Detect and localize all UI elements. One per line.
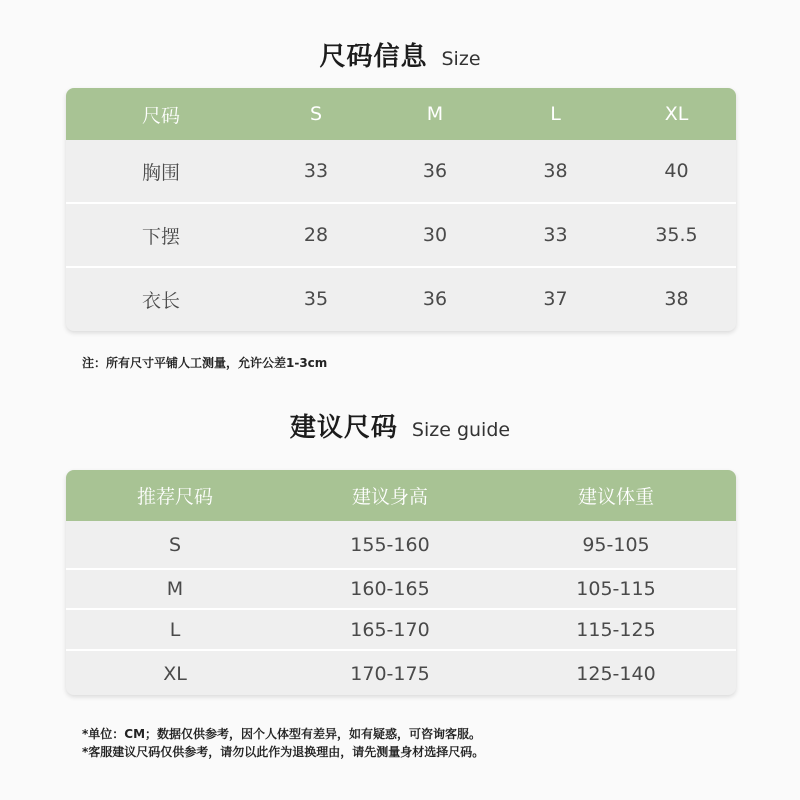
height-cell: 165-170 [350, 618, 430, 641]
table-cell: 35.5 [655, 224, 698, 246]
table-cell: 40 [664, 160, 689, 182]
unit-note: *单位：CM；数据仅供参考，因个人体型有差异，如有疑惑，可咨询客服。 [82, 727, 482, 741]
table-cell: 35 [303, 288, 329, 310]
header-cell: XL [664, 103, 689, 125]
size-table [66, 88, 736, 331]
table-row [66, 202, 736, 266]
weight-cell: 105-115 [576, 578, 656, 600]
row-label: 胸围 [141, 161, 180, 184]
size-cell: M [166, 578, 184, 600]
header-cell: 尺码 [141, 104, 180, 127]
guide-section-title [0, 407, 800, 444]
table-row [66, 266, 736, 330]
size-cell: XL [163, 663, 187, 685]
table-cell: 36 [422, 160, 448, 182]
row-label: 下摆 [141, 225, 180, 248]
table-row [66, 140, 736, 202]
table-row [66, 568, 736, 608]
header-cell: 推荐尺码 [136, 486, 213, 508]
header-cell: M [426, 103, 444, 125]
header-cell: 建议身高 [351, 486, 428, 508]
size-cell: L [169, 618, 181, 641]
table-cell: 38 [664, 288, 689, 310]
size-title-en: Size [441, 48, 481, 70]
table-cell: 37 [543, 288, 568, 310]
size-table-header [66, 88, 736, 140]
table-cell: 38 [543, 160, 568, 182]
measurement-note: 注：所有尺寸平铺人工测量，允许公差1-3cm [82, 356, 328, 370]
header-cell: 建议体重 [577, 486, 654, 508]
weight-cell: 115-125 [576, 618, 656, 641]
header-cell: S [309, 103, 323, 125]
table-cell: 28 [303, 224, 329, 246]
table-cell: 33 [303, 160, 329, 182]
height-cell: 155-160 [350, 533, 430, 556]
guide-title-en: Size guide [411, 419, 511, 441]
table-cell: 36 [422, 288, 448, 310]
table-row [66, 608, 736, 649]
guide-table-header [66, 470, 736, 521]
weight-cell: 125-140 [576, 663, 656, 685]
height-cell: 170-175 [350, 663, 430, 685]
header-cell: L [550, 103, 561, 125]
weight-cell: 95-105 [582, 533, 650, 556]
row-label: 衣长 [141, 289, 180, 312]
table-row [66, 649, 736, 695]
size-guide-table [66, 470, 736, 695]
size-title-zh: 尺码信息 [319, 42, 428, 72]
guide-title-zh: 建议尺码 [289, 413, 398, 443]
size-section-title [0, 36, 800, 73]
table-cell: 30 [422, 224, 448, 246]
disclaimer-note: *客服建议尺码仅供参考，请勿以此作为退换理由，请先测量身材选择尺码。 [82, 745, 485, 759]
height-cell: 160-165 [350, 578, 430, 600]
size-cell: S [168, 533, 182, 556]
table-cell: 33 [543, 224, 568, 246]
table-row [66, 521, 736, 568]
